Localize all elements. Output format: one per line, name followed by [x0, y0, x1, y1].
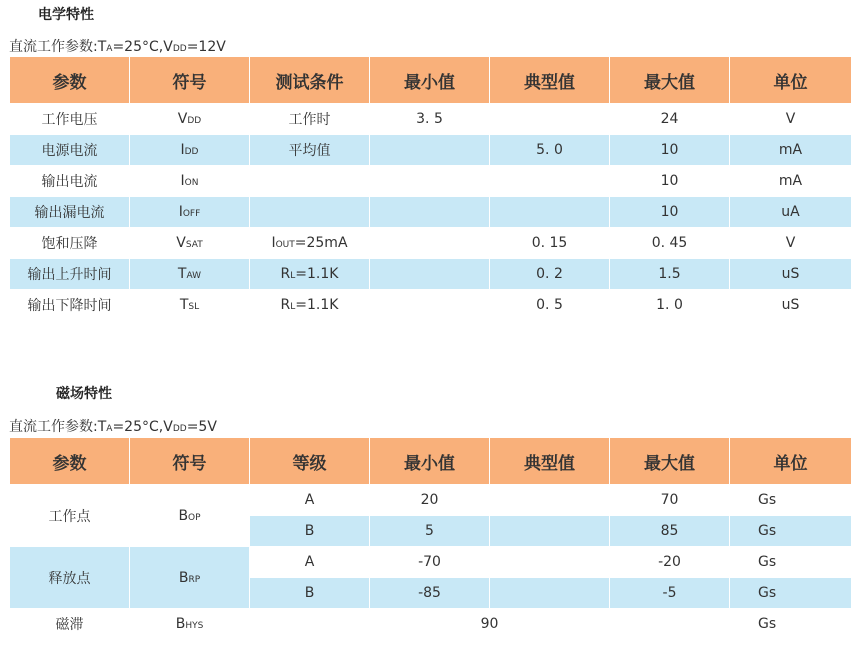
symbol-main: B	[178, 569, 189, 586]
max-cell: 0. 45	[610, 228, 730, 259]
symbol-main: R	[280, 266, 291, 282]
unit-cell: Gs	[730, 485, 852, 516]
col-header: 最大值	[610, 438, 730, 485]
electrical-condition	[9, 36, 226, 56]
symbol-subscript: RP	[188, 574, 201, 585]
symbol-main: V	[176, 235, 186, 251]
col-header: 典型值	[490, 438, 610, 485]
symbol-main: T	[177, 266, 187, 282]
condition-cell: 工作时	[250, 104, 370, 135]
typ-cell	[490, 485, 610, 516]
typ-cell: 5. 0	[490, 135, 610, 166]
cond-sub-dd: DD	[172, 424, 187, 434]
max-cell: 1. 0	[610, 290, 730, 321]
condition-cell	[250, 259, 370, 290]
symbol-subscript: L	[290, 271, 296, 281]
unit-cell: uA	[730, 197, 852, 228]
min-cell: 5	[370, 516, 490, 547]
symbol-main: I	[180, 173, 185, 189]
grade-cell: A	[250, 485, 370, 516]
cond-prefix: 直流工作参数:T	[9, 419, 107, 435]
unit-cell: uS	[730, 259, 852, 290]
table-row	[10, 485, 852, 516]
typ-cell	[490, 104, 610, 135]
symbol-main: I	[178, 204, 183, 220]
grade-cell: B	[250, 578, 370, 609]
cond-suffix: =12V	[186, 39, 226, 55]
param-cell: 输出上升时间	[10, 259, 130, 290]
min-cell	[370, 166, 490, 197]
col-header: 最小值	[370, 438, 490, 485]
unit-cell: mA	[730, 166, 852, 197]
symbol-subscript: SL	[188, 302, 200, 312]
symbol-main: T	[179, 297, 189, 313]
table-row	[10, 166, 852, 197]
electrical-title: 电学特性	[38, 7, 94, 23]
table-row	[10, 547, 852, 578]
table-row	[10, 135, 852, 166]
symbol-subscript: ON	[184, 178, 199, 188]
cond-mid: =25°C,V	[112, 419, 173, 435]
magnetic-header-row	[10, 438, 852, 485]
magnetic-table	[9, 437, 852, 640]
max-cell: 10	[610, 166, 730, 197]
condition-cell: 平均值	[250, 135, 370, 166]
condition-cell	[250, 166, 370, 197]
grade-cell: A	[250, 547, 370, 578]
symbol-cell	[130, 135, 250, 166]
col-header: 参数	[10, 438, 130, 485]
condition-rest: =1.1K	[295, 266, 339, 282]
symbol-cell	[130, 166, 250, 197]
max-cell	[610, 609, 730, 640]
param-cell: 工作电压	[10, 104, 130, 135]
min-cell: -85	[370, 578, 490, 609]
max-cell: 85	[610, 516, 730, 547]
symbol-cell	[130, 485, 250, 547]
param-cell: 输出漏电流	[10, 197, 130, 228]
min-cell: -70	[370, 547, 490, 578]
cond-sub-a: A	[106, 44, 113, 54]
symbol-main: R	[280, 297, 291, 313]
param-cell: 工作点	[10, 485, 130, 547]
min-cell: 20	[370, 485, 490, 516]
symbol-cell	[130, 259, 250, 290]
symbol-subscript: OFF	[182, 209, 201, 219]
typ-cell	[490, 547, 610, 578]
min-cell	[370, 259, 490, 290]
electrical-table	[9, 56, 852, 321]
col-header: 参数	[10, 57, 130, 104]
symbol-subscript: AW	[186, 271, 202, 281]
unit-cell: uS	[730, 290, 852, 321]
symbol-subscript: OUT	[275, 240, 295, 250]
grade-cell	[250, 609, 370, 640]
typ-cell: 0. 2	[490, 259, 610, 290]
min-cell	[370, 135, 490, 166]
typ-cell: 0. 15	[490, 228, 610, 259]
typ-cell: 90	[370, 609, 610, 640]
max-cell: -5	[610, 578, 730, 609]
col-header: 符号	[130, 57, 250, 104]
typ-cell	[490, 166, 610, 197]
electrical-header-row	[10, 57, 852, 104]
param-cell: 磁滞	[10, 609, 130, 640]
symbol-cell	[130, 290, 250, 321]
condition-cell	[250, 197, 370, 228]
max-cell: 10	[610, 197, 730, 228]
symbol-main: I	[271, 235, 276, 251]
condition-cell	[250, 228, 370, 259]
grade-cell: B	[250, 516, 370, 547]
symbol-main: B	[175, 616, 186, 632]
symbol-subscript: L	[290, 302, 296, 312]
table-row	[10, 259, 852, 290]
max-cell: 70	[610, 485, 730, 516]
min-cell	[370, 290, 490, 321]
unit-cell: Gs	[730, 578, 852, 609]
col-header: 等级	[250, 438, 370, 485]
cond-sub-dd: DD	[172, 44, 187, 54]
col-header: 单位	[730, 57, 852, 104]
condition-rest: =1.1K	[295, 297, 339, 313]
magnetic-title: 磁场特性	[56, 386, 112, 402]
col-header: 测试条件	[250, 57, 370, 104]
max-cell: 1.5	[610, 259, 730, 290]
param-cell: 输出电流	[10, 166, 130, 197]
param-cell: 饱和压降	[10, 228, 130, 259]
unit-cell: Gs	[730, 516, 852, 547]
magnetic-condition	[9, 416, 217, 436]
symbol-main: B	[178, 507, 189, 524]
condition-rest: =25mA	[294, 235, 348, 251]
param-cell: 电源电流	[10, 135, 130, 166]
typ-cell	[490, 578, 610, 609]
condition-cell	[250, 290, 370, 321]
min-cell: 3. 5	[370, 104, 490, 135]
col-header: 最小值	[370, 57, 490, 104]
unit-cell: Gs	[730, 547, 852, 578]
max-cell: -20	[610, 547, 730, 578]
symbol-subscript: OP	[188, 512, 201, 523]
unit-cell: Gs	[730, 609, 852, 640]
table-row	[10, 104, 852, 135]
max-cell: 10	[610, 135, 730, 166]
typ-cell	[490, 197, 610, 228]
col-header: 典型值	[490, 57, 610, 104]
param-cell: 输出下降时间	[10, 290, 130, 321]
min-cell	[370, 197, 490, 228]
unit-cell: V	[730, 104, 852, 135]
symbol-cell	[130, 609, 250, 640]
typ-cell: 0. 5	[490, 290, 610, 321]
symbol-cell	[130, 547, 250, 609]
typ-cell	[490, 516, 610, 547]
unit-cell: V	[730, 228, 852, 259]
cond-mid: =25°C,V	[112, 39, 173, 55]
cond-suffix: =5V	[186, 419, 217, 435]
max-cell: 24	[610, 104, 730, 135]
param-cell: 释放点	[10, 547, 130, 609]
table-row	[10, 228, 852, 259]
symbol-main: I	[180, 142, 185, 158]
col-header: 最大值	[610, 57, 730, 104]
symbol-subscript: DD	[187, 116, 202, 126]
cond-prefix: 直流工作参数:T	[9, 39, 107, 55]
symbol-cell	[130, 197, 250, 228]
symbol-subscript: DD	[184, 147, 199, 157]
table-row	[10, 197, 852, 228]
cond-sub-a: A	[106, 424, 113, 434]
symbol-cell	[130, 104, 250, 135]
col-header: 单位	[730, 438, 852, 485]
min-cell	[370, 228, 490, 259]
col-header: 符号	[130, 438, 250, 485]
symbol-main: V	[177, 111, 188, 127]
symbol-cell	[130, 228, 250, 259]
symbol-subscript: HYS	[185, 621, 204, 631]
symbol-subscript: SAT	[185, 240, 203, 250]
table-row	[10, 290, 852, 321]
table-row	[10, 609, 852, 640]
unit-cell: mA	[730, 135, 852, 166]
